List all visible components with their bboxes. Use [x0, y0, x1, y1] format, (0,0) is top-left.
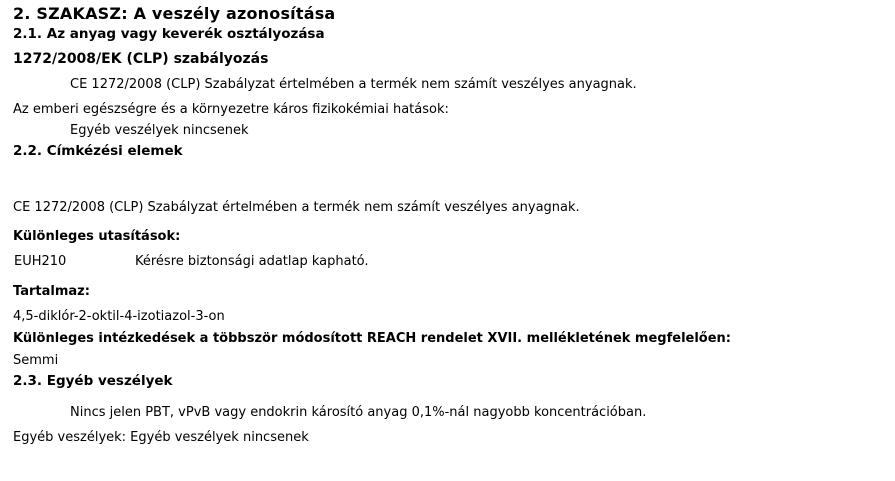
- subsection-2-3-heading: 2.3. Egyéb veszélyek: [13, 373, 173, 389]
- subsection-2-2-heading: 2.2. Címkézési elemek: [13, 143, 183, 159]
- reach-annex-xvii-heading: Különleges intézkedések a többször módosított REACH rendelet XVII. mellékletének megfelelően:: [13, 331, 732, 346]
- labelling-clp-statement: CE 1272/2008 (CLP) Szabályzat értelmében a termék nem számít veszélyes anyagnak.: [13, 200, 580, 215]
- euh-code: EUH210: [14, 254, 67, 269]
- other-hazards-statement: Egyéb veszélyek: Egyéb veszélyek nincsenek: [13, 430, 309, 445]
- physicochemical-effects-label: Az emberi egészségre és a környezetre káros fizikokémiai hatások:: [13, 102, 449, 117]
- clp-regulation-heading: 1272/2008/EK (CLP) szabályozás: [13, 51, 269, 67]
- physicochemical-effects-value: Egyéb veszélyek nincsenek: [70, 123, 249, 138]
- contains-substance-name: 4,5-diklór-2-oktil-4-izotiazol-3-on: [13, 309, 225, 324]
- section-2-heading: 2. SZAKASZ: A veszély azonosítása: [13, 4, 336, 23]
- special-instructions-heading: Különleges utasítások:: [13, 229, 181, 244]
- pbt-vpvb-statement: Nincs jelen PBT, vPvB vagy endokrin károsító anyag 0,1%-nál nagyobb koncentrációban.: [70, 405, 647, 420]
- reach-annex-xvii-value: Semmi: [13, 353, 59, 368]
- clp-classification-statement: CE 1272/2008 (CLP) Szabályzat értelmében a termék nem számít veszélyes anyagnak.: [70, 77, 637, 92]
- euh-statement-text: Kérésre biztonsági adatlap kapható.: [135, 254, 369, 269]
- contains-heading: Tartalmaz:: [13, 284, 90, 299]
- subsection-2-1-heading: 2.1. Az anyag vagy keverék osztályozása: [13, 26, 325, 42]
